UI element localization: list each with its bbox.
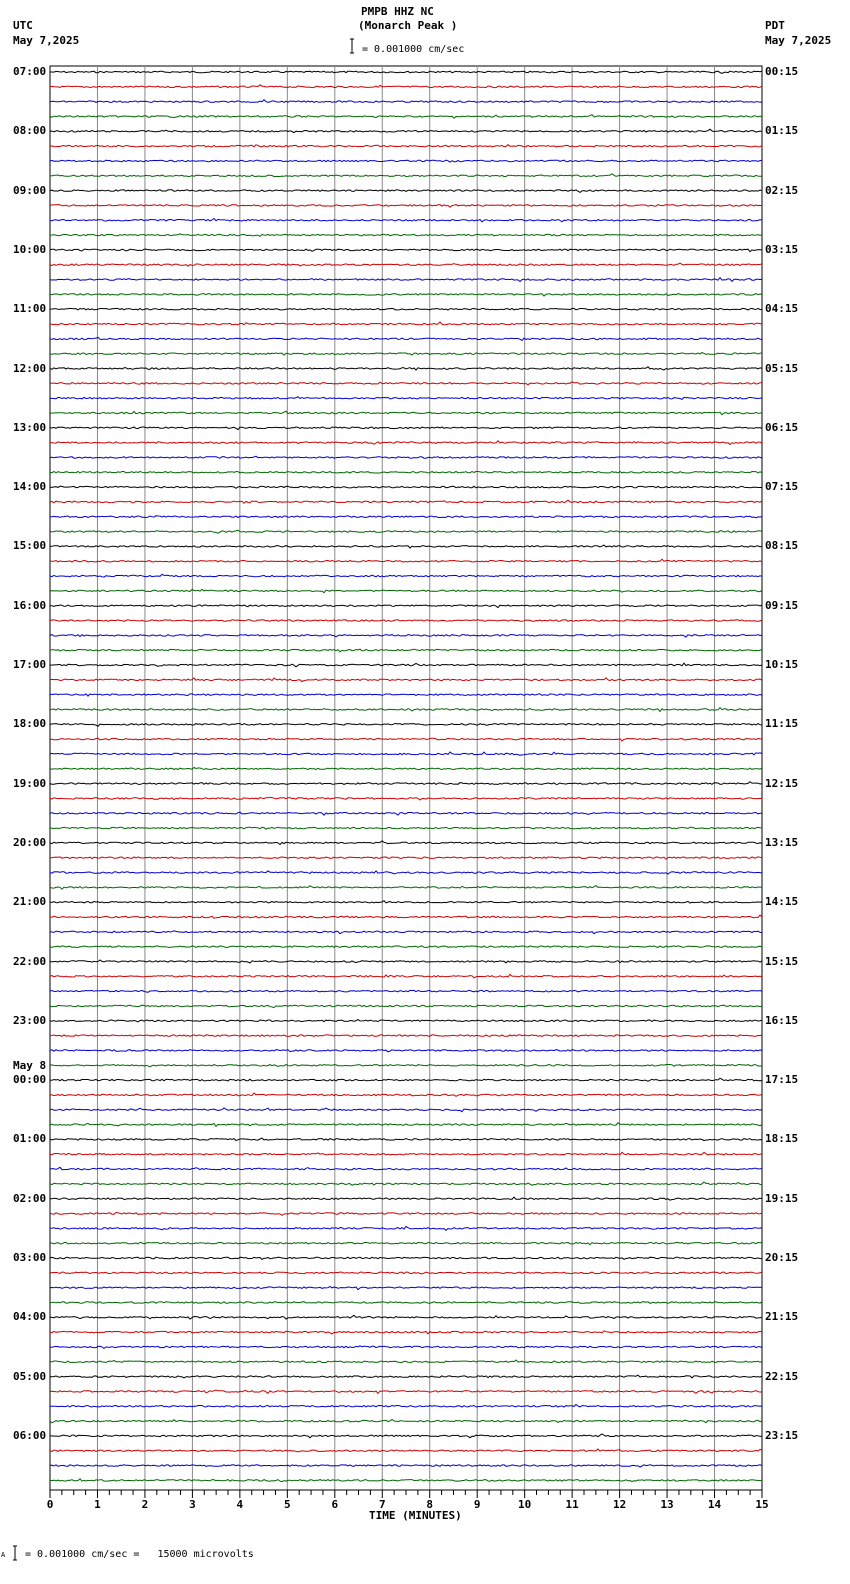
left-date: May 7,2025 (13, 34, 80, 47)
seismic-trace (50, 308, 762, 310)
pdt-hour-label: 19:15 (765, 1191, 799, 1205)
utc-hour-label: 08:00 (13, 124, 47, 138)
seismic-trace (50, 1152, 762, 1155)
seismic-trace (50, 946, 762, 948)
pdt-hour-label: 08:15 (765, 539, 799, 553)
utc-hour-label: 03:00 (13, 1251, 47, 1264)
scale-bar-icon (350, 39, 354, 53)
pdt-hour-label: 02:15 (765, 183, 799, 197)
seismic-trace (50, 1020, 762, 1022)
pdt-hour-label: 10:15 (765, 658, 799, 671)
pdt-hour-label: 05:15 (765, 361, 799, 375)
utc-hour-label: 19:00 (13, 776, 47, 790)
seismic-trace (50, 411, 762, 415)
seismic-trace (50, 337, 762, 340)
seismic-trace (50, 1287, 762, 1290)
x-tick-label: 0 (46, 1498, 54, 1511)
seismic-trace (50, 1479, 762, 1482)
pdt-hour-label: 06:15 (765, 420, 799, 434)
seismic-trace (50, 649, 762, 652)
x-tick-label: 14 (707, 1498, 722, 1511)
seismic-trace (50, 768, 762, 770)
seismic-trace (50, 1404, 762, 1407)
seismic-trace (50, 871, 762, 874)
pdt-hour-label: 04:15 (765, 302, 799, 316)
pdt-hour-label: 17:15 (765, 1073, 799, 1087)
seismic-trace (50, 1197, 762, 1200)
seismic-trace (50, 841, 762, 845)
utc-hour-label: 14:00 (13, 480, 47, 494)
seismic-trace (50, 694, 762, 696)
utc-hour-label: 04:00 (13, 1310, 47, 1324)
seismic-trace (50, 1360, 762, 1363)
seismic-trace (50, 724, 762, 727)
seismic-trace (50, 322, 762, 325)
x-tick-label: 6 (331, 1498, 339, 1511)
seismic-trace (50, 663, 762, 667)
seismic-trace (50, 797, 762, 800)
seismic-trace (50, 1065, 762, 1067)
seismic-trace (50, 1331, 762, 1334)
utc-hour-label: 01:00 (13, 1132, 47, 1146)
pdt-hour-label: 14:15 (765, 895, 799, 909)
seismic-trace (50, 1375, 762, 1378)
x-tick-label: 2 (141, 1498, 149, 1511)
seismic-trace (50, 1449, 762, 1452)
seismic-trace (50, 441, 762, 445)
pdt-hour-label: 00:15 (765, 65, 799, 78)
seismic-trace (50, 559, 762, 562)
seismic-trace (50, 827, 762, 829)
seismic-trace (50, 1390, 762, 1393)
seismic-trace (50, 1108, 762, 1112)
utc-hour-label: 18:00 (13, 717, 47, 731)
utc-hour-label: 20:00 (13, 835, 47, 849)
seismic-trace (50, 1465, 762, 1467)
seismic-trace (50, 960, 762, 963)
utc-hour-label: 07:00 (13, 65, 47, 78)
seismic-trace (50, 278, 762, 282)
seismic-trace (50, 1419, 762, 1422)
x-tick-label: 5 (284, 1498, 291, 1511)
seismic-trace (50, 901, 762, 903)
seismic-trace (50, 294, 762, 296)
seismic-trace (50, 1346, 762, 1349)
seismic-trace (50, 472, 762, 474)
x-tick-label: 12 (612, 1498, 627, 1511)
seismic-trace (50, 160, 762, 162)
utc-hour-label: 16:00 (13, 598, 47, 612)
seismic-trace (50, 1050, 762, 1052)
seismic-trace (50, 1212, 762, 1215)
seismic-trace (50, 367, 762, 370)
pdt-hour-label: 21:15 (765, 1310, 799, 1324)
seismic-trace (50, 145, 762, 147)
seismic-trace (50, 886, 762, 890)
seismic-trace (50, 738, 762, 741)
pdt-hour-label: 12:15 (765, 776, 799, 790)
pdt-hour-label: 20:15 (765, 1251, 799, 1264)
seismic-trace (50, 708, 762, 712)
seismic-trace (50, 1005, 762, 1007)
seismic-trace (50, 545, 762, 548)
utc-hour-label: 02:00 (13, 1191, 47, 1205)
footer-scale-bar-icon (13, 1546, 17, 1560)
seismic-trace (50, 1302, 762, 1304)
pdt-hour-label: 23:15 (765, 1428, 799, 1442)
seismic-trace (50, 589, 762, 592)
pdt-hour-label: 22:15 (765, 1369, 799, 1383)
seismic-trace (50, 1078, 762, 1081)
seismic-trace (50, 857, 762, 859)
seismic-trace (50, 1315, 762, 1319)
utc-hour-label: 23:00 (13, 1013, 47, 1027)
x-tick-label: 8 (426, 1498, 434, 1511)
x-tick-label: 4 (236, 1498, 244, 1511)
x-tick-label: 13 (660, 1498, 674, 1511)
utc-hour-label: 06:00 (13, 1428, 47, 1442)
utc-hour-label: 09:00 (13, 183, 47, 197)
seismic-trace (50, 456, 762, 458)
x-tick-label: 11 (565, 1498, 579, 1511)
seismic-trace (50, 85, 762, 88)
seismic-trace (50, 931, 762, 934)
seismic-trace (50, 263, 762, 266)
pdt-hour-label: 16:15 (765, 1013, 799, 1027)
seismic-trace (50, 605, 762, 608)
pdt-hour-label: 13:15 (765, 835, 799, 849)
seismic-trace (50, 1226, 762, 1230)
seismic-trace (50, 974, 762, 978)
seismic-trace (50, 990, 762, 992)
seismic-trace (50, 782, 762, 785)
utc-hour-label: 11:00 (13, 302, 47, 316)
pdt-hour-label: 09:15 (765, 598, 799, 612)
pdt-hour-label: 18:15 (765, 1132, 799, 1146)
seismic-trace (50, 620, 762, 622)
seismic-trace (50, 234, 762, 237)
utc-hour-label: 15:00 (13, 539, 47, 553)
utc-hour-label: 05:00 (13, 1369, 47, 1383)
seismic-trace (50, 1257, 762, 1259)
seismic-trace (50, 115, 762, 119)
utc-hour-label: 22:00 (13, 954, 47, 968)
pdt-hour-label: 01:15 (765, 124, 799, 138)
seismic-trace (50, 1093, 762, 1096)
x-tick-label: 3 (189, 1498, 196, 1511)
pdt-hour-label: 11:15 (765, 717, 799, 731)
seismic-trace (50, 635, 762, 638)
x-tick-label: 15 (755, 1498, 769, 1511)
date-change-label: May 8 (13, 1059, 47, 1073)
seismic-trace (50, 915, 762, 918)
seismic-trace (50, 1242, 762, 1244)
seismic-trace (50, 1182, 762, 1185)
seismic-trace (50, 486, 762, 488)
seismic-trace (50, 397, 762, 400)
seismic-trace (50, 1123, 762, 1127)
utc-hour-label: 10:00 (13, 242, 47, 256)
seismic-trace (50, 678, 762, 682)
seismic-trace (50, 1434, 762, 1438)
seismic-trace (50, 353, 762, 356)
seismic-trace (50, 530, 762, 533)
x-tick-label: 9 (473, 1498, 481, 1511)
scale-label: = 0.001000 cm/sec (362, 44, 465, 55)
pdt-hour-label: 07:15 (765, 480, 799, 494)
seismic-trace (50, 1035, 762, 1037)
utc-hour-label: 21:00 (13, 895, 47, 909)
seismic-trace (50, 100, 762, 103)
right-date: May 7,2025 (765, 34, 832, 47)
pdt-hour-label: 15:15 (765, 954, 799, 968)
utc-hour-label: 13:00 (13, 420, 47, 434)
utc-hour-label: 17:00 (13, 658, 47, 671)
station-title: PMPB HHZ NC (361, 5, 434, 18)
x-tick-label: 7 (378, 1498, 386, 1511)
footer-scale-note: = 0.001000 cm/sec = 15000 microvolts (25, 1549, 254, 1560)
corner-mark: A (1, 1551, 6, 1559)
seismic-trace (50, 71, 762, 73)
seismic-trace (50, 174, 762, 177)
seismic-trace (50, 382, 762, 385)
seismic-trace (50, 205, 762, 208)
pdt-hour-label: 03:15 (765, 242, 799, 256)
x-tick-label: 10 (518, 1498, 532, 1511)
seismic-trace (50, 500, 762, 503)
seismic-trace (50, 1167, 762, 1170)
x-axis-title: TIME (MINUTES) (369, 1509, 462, 1522)
seismic-trace (50, 574, 762, 577)
seismic-trace (50, 1138, 762, 1141)
seismic-trace (50, 190, 762, 193)
seismic-trace (50, 812, 762, 815)
station-location: (Monarch Peak ) (358, 19, 458, 32)
seismic-trace (50, 1272, 762, 1274)
seismic-trace (50, 219, 762, 222)
seismic-trace (50, 516, 762, 518)
seismic-trace (50, 249, 762, 252)
seismic-trace (50, 427, 762, 430)
right-timezone: PDT (765, 19, 785, 32)
left-timezone: UTC (13, 19, 33, 32)
seismic-trace (50, 752, 762, 755)
utc-hour-label: 00:00 (13, 1073, 47, 1087)
utc-hour-label: 12:00 (13, 361, 47, 375)
seismic-trace (50, 129, 762, 132)
x-tick-label: 1 (94, 1498, 101, 1511)
